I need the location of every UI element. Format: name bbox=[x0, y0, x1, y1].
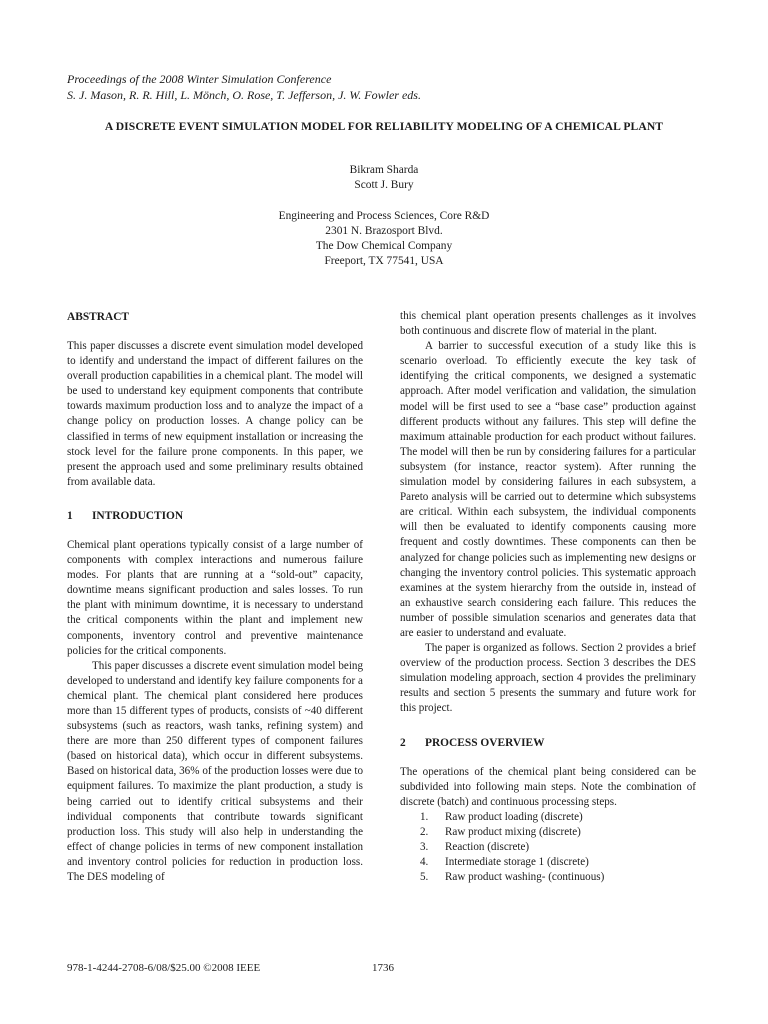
paragraph: Chemical plant operations typically consist of a large number of components with complex interactions and numerous failure modes. For plants that are running at a “sold-out” capacity, downtime means significant production and sales losses. To run the plant with minimum downtime, it is necessary to understand the critical components within the plant and implement new components, inventory control and preventive maintenance policies for the critical components. bbox=[67, 538, 363, 657]
section-number: 2 bbox=[400, 736, 406, 749]
section-heading-introduction bbox=[67, 508, 363, 524]
list-item: 5. Raw product washing- (continuous) bbox=[420, 871, 605, 884]
list-item: 3. Reaction (discrete) bbox=[420, 841, 530, 853]
author-name: Scott J. Bury bbox=[354, 179, 414, 191]
abstract-text: This paper discusses a discrete event simulation model developed to identify and understand the impact of different failures on the overall production capabilities in a chemical plant. The model will be used to understand key equipment components that contribute towards maximum production loss and to analyze the impact of a change policy on production losses. A change policy can be classified in terms of new equipment installation or increasing the stock level for the failure prone components. In this paper, we present the approach used and some preliminary results obtained from available data. bbox=[67, 340, 363, 488]
paragraph: A barrier to successful execution of a study like this is scenario overload. To efficiently execute the key task of identifying the critical components, we designed a systematic approach. After model verification and validation, the simulation model will be first used to see a “base case” production against different products without any failures. This step will define the maximum attainable production for each product without failures. The model will then be run by considering failures for a particular subsystem (for instance, reactor system). After running the simulation model by considering failures in each subsystem, a Pareto analysis will be carried out to determine which subsystems are critical. Within each subsystem, the individual components will then be evaluated to identify components causing more frequent and costly downtimes. These components can then be analyzed for change policies such as implementing new designs or changing the inventory control policies. This systematic approach examines at the system hierarchy from the outside in, instead of an exhaustive search considering each failure. This reduces the number of possible simulation scenarios and generates data that are easier to understand and evaluate. bbox=[400, 340, 696, 639]
left-column bbox=[67, 309, 363, 885]
list-item: 4. Intermediate storage 1 (discrete) bbox=[420, 856, 589, 869]
affiliation-line: Engineering and Process Sciences, Core R&D bbox=[278, 210, 490, 222]
editors-line: S. J. Mason, R. R. Hill, L. Mönch, O. Rose, T. Jefferson, J. W. Fowler eds. bbox=[67, 88, 421, 102]
author-list bbox=[0, 163, 768, 193]
section-heading-process-overview bbox=[400, 735, 696, 751]
paragraph: The paper is organized as follows. Section 2 provides a brief overview of the production process. Section 3 describes the DES simulation modeling approach, section 4 provides the preliminary results and section 5 presents the summary and future work for this project. bbox=[400, 642, 696, 715]
affiliation-block bbox=[0, 209, 768, 269]
paragraph: The operations of the chemical plant being considered can be subdivided into following main steps. Note the combination of discrete (batch) and continuous processing steps. bbox=[400, 765, 696, 808]
section-title: INTRODUCTION bbox=[92, 509, 184, 522]
process-steps-list bbox=[400, 810, 696, 885]
affiliation-line: Freeport, TX 77541, USA bbox=[324, 255, 444, 267]
conference-header bbox=[67, 71, 421, 103]
paragraph: This paper discusses a discrete event simulation model being developed to understand and identify key failure components for a chemical plant. The chemical plant considered here produces more than 15 different types of products, consists of ~40 different subsystems (such as reactors, wash tanks, refining system) and there are more than 250 different types of component failures (based on historical data), which occur in different subsystems. Based on historical data, 36% of the production losses were due to equipment failures. To maximize the plant production, a study is being carried out to identify critical subsystems and their individual components that contribute towards significant production loss. This study will also help in understanding the effect of change policies in terms of new component installation and inventory control policies for reduction in production loss. The DES modeling of bbox=[67, 659, 363, 883]
proceedings-line: Proceedings of the 2008 Winter Simulation Conference bbox=[67, 72, 332, 86]
affiliation-line: 2301 N. Brazosport Blvd. bbox=[325, 225, 443, 237]
list-item: 1. Raw product loading (discrete) bbox=[420, 810, 583, 823]
page-number: 1736 bbox=[372, 962, 394, 974]
affiliation-line: The Dow Chemical Company bbox=[315, 240, 453, 252]
paragraph: this chemical plant operation presents challenges as it involves both continuous and discrete flow of material in the plant. bbox=[400, 310, 696, 338]
right-column bbox=[400, 309, 696, 885]
author-name: Bikram Sharda bbox=[349, 164, 419, 176]
abstract-heading: ABSTRACT bbox=[67, 311, 130, 323]
section-number: 1 bbox=[67, 509, 73, 522]
copyright-footer: 978-1-4244-2708-6/08/$25.00 ©2008 IEEE bbox=[67, 962, 261, 974]
list-item: 2. Raw product mixing (discrete) bbox=[420, 825, 581, 838]
section-title: PROCESS OVERVIEW bbox=[425, 736, 545, 749]
paper-title: A DISCRETE EVENT SIMULATION MODEL FOR RELIABILITY MODELING OF A CHEMICAL PLANT bbox=[104, 120, 664, 133]
